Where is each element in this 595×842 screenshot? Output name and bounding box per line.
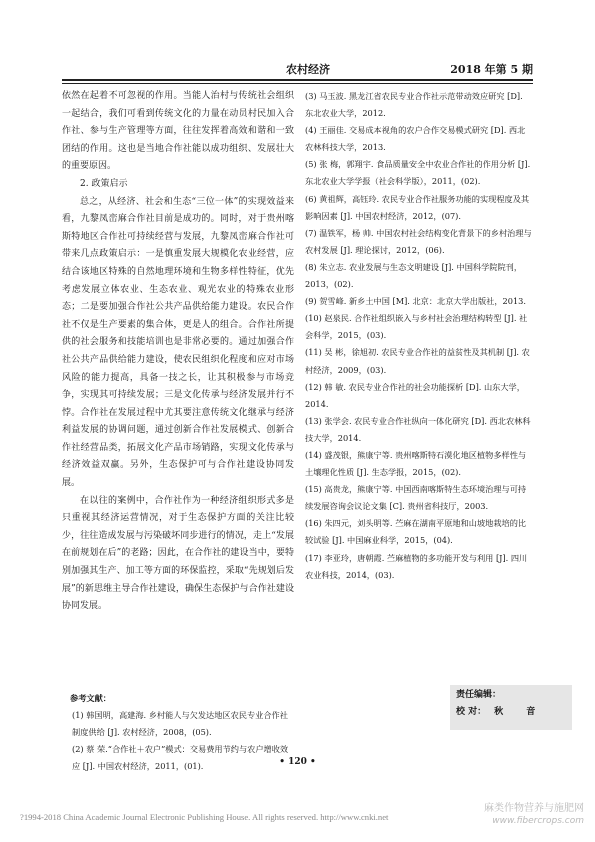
body-paragraph: 在以往的案例中，合作社作为一种经济组织形式多是只重视其经济运营情况，对于生态保护方面的关注比较少，往往造成发展与污染破坏同步进行的情况，走上“发展在前规划在后”的老路；因此，在合作社的建设当中，要特别加强其生产、加工等方面的环保监控，采取“先规划后发展”的新思维主导合作社建设，确保生态保护与合作社建设协同发展。	[62, 495, 294, 612]
reference-item: (16) 朱四元，刘头明等. 苎麻在湖南平原地和山坡地栽培的比较试验 [J]. 中国麻业科学，2015，(04).	[305, 518, 527, 546]
reference-item: (1) 韩国明，高建海. 乡村能人与欠发达地区农民专业合作社制度供给 [J]. 农村经济，2008，(05).	[72, 710, 288, 737]
watermark-url: www.fibercrops.com	[492, 816, 584, 826]
section-title: 2. 政策启示	[80, 178, 128, 189]
references-heading: 参考文献：	[70, 693, 111, 703]
watermark	[474, 803, 584, 827]
proof-row	[456, 704, 566, 721]
reference-item: (3) 马玉波. 黑龙江省农民专业合作社示范带动效应研究 [D]. 东北农业大学，2012.	[305, 91, 523, 119]
header-rule	[62, 79, 533, 84]
reference-item: (15) 高贵龙，熊康宁等. 中国西南喀斯特生态环境治理与可持续发展咨询会议论文集 [C]. 贵州省科技厅，2003.	[305, 484, 527, 512]
reference-item: (6) 黄祖辉，高钰玲. 农民专业合作社服务功能的实现程度及其影响因素 [J]. 中国农村经济，2012，(07).	[305, 193, 530, 221]
reference-item: (8) 朱立志. 农业发展与生态文明建设 [J]. 中国科学院院刊，2013，(02).	[305, 261, 523, 290]
reference-item: (9) 贺雪峰. 新乡土中国 [M]. 北京：北京大学出版社，2013.	[305, 296, 526, 307]
reference-item: (17) 李亚玲，唐朝霞. 苎麻植物的多功能开发与利用 [J]. 四川农业科技，2014，(03).	[305, 552, 528, 580]
reference-item: (14) 盛茂银，熊康宁等. 贵州喀斯特石漠化地区植物多样性与土壤理化性质 [J]. 生态学报，2015，(02).	[305, 449, 527, 478]
issue-label: 2018 年第 5 期	[450, 63, 533, 76]
copyright-line: ?1994-2018 China Academic Journal Electronic Publishing House. All rights reserved. http://www.cnki.net	[20, 812, 389, 822]
reference-item: (11) 吴 彬，徐旭初. 农民专业合作社的益贫性及其机制 [J]. 农村经济，2009，(03).	[305, 347, 530, 375]
reference-item: (13) 张学会. 农民专业合作社纵向一体化研究 [D]. 西北农林科技大学，2014.	[305, 415, 531, 443]
editor-row	[456, 687, 566, 704]
watermark-text: 麻类作物营养与施肥网	[484, 803, 584, 814]
editor-box	[450, 685, 572, 730]
reference-item: (7) 温铁军，杨 帅. 中国农村社会结构变化背景下的乡村治理与农村发展 [J]. 理论探讨，2012，(06).	[305, 227, 532, 255]
reference-item: (10) 赵泉民. 合作社组织嵌入与乡村社会治理结构转型 [J]. 社会科学，2015，(03).	[305, 313, 528, 341]
page-number: • 120 •	[279, 757, 316, 767]
reference-item: (5) 张 梅，郭翔宇. 食品质量安全中农业合作社的作用分析 [J]. 东北农业大学学报（社会科学版），2011，(02).	[305, 159, 531, 187]
body-paragraph: 依然在起着不可忽视的作用。当能人治村与传统社会组织一起结合，我们可看到传统文化的力量在动员村民加入合作社、参与生产管理等方面，往往发挥着高效和谐和一致团结的作用。这也是当地合作社能以成功组织、发展壮大的重要原因。	[62, 91, 294, 172]
reference-item: (4) 王丽佳. 交易成本视角的农户合作交易模式研究 [D]. 西北农林科技大学，2013.	[305, 125, 526, 153]
editor-names: 秋 音	[494, 707, 546, 717]
reference-item: (2) 蔡 荣.“合作社＋农户”模式：交易费用节约与农户增收效应 [J]. 中国农村经济，2011，(01).	[72, 744, 289, 771]
editor-label: 责任编辑：	[456, 690, 502, 700]
proof-label: 校 对：	[456, 707, 487, 717]
journal-title: 农村经济	[286, 63, 330, 76]
reference-item: (12) 韩 敏. 农民专业合作社的社会功能探析 [D]. 山东大学，2014.	[305, 381, 525, 409]
body-paragraph: 总之，从经济、社会和生态“三位一体”的实现效益来看，九黎凤峦麻合作社目前是成功的。同时，对于贵州喀斯特地区合作社可持续经营与发展，九黎凤峦麻合作社可带来几点政策启示：一是慎重发展大规模化农业经营，应结合该地区特殊的自然地理环境和生物多样性特征，优先考虑发展立体农业、生态农业、观光农业的特殊农业形态；二是要加强合作社公共产品供给能力建设。农民合作社不仅是生产要素的集合体，更是人的组合。合作社所提供的社会服务和技能培训也是非常必要的。通过加强合作社公共产品供给能力建设，使农民组织化程度和应对市场风险的能力提高，具备一技之长，让其积极参与市场竞争，实现其可持续发展；三是文化传承与经济发展并行不悖。合作社在发展过程中尤其要注意传统文化继承与经济利益发展的协调问题，通过创新合作社发展模式、创新合作社经营品类，拓展文化产品市场销路，实现文化传承与经济效益双赢。另外，生态保护可与合作社建设协同发展。	[62, 196, 294, 489]
right-column	[305, 88, 533, 584]
left-column	[62, 88, 294, 616]
